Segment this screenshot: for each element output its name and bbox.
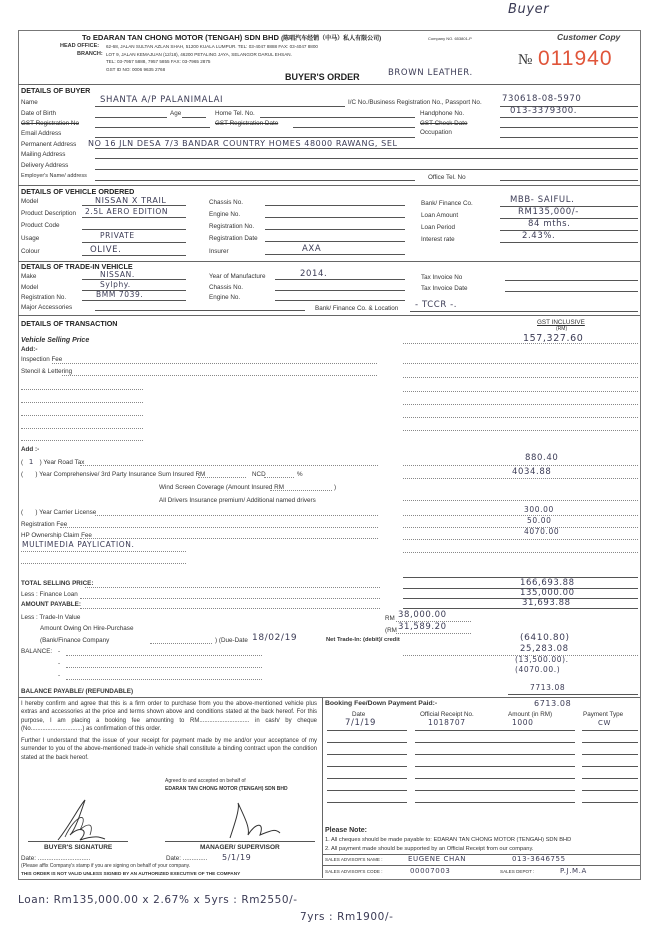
reg-date-label: Registration Date <box>209 235 258 242</box>
insurance-label: ) Year Comprehensive/ 3rd Party Insurance <box>35 471 157 478</box>
hp-fee-value[interactable]: 4070.00 <box>524 527 560 536</box>
booking-row-line <box>415 790 505 791</box>
bank-label: Bank/ Finance Co. <box>421 200 473 207</box>
road-tax-row: ( 1 ) Year Road Tax <box>21 458 85 466</box>
model-label: Model <box>21 198 39 205</box>
manager-signature-label: MANAGER/ SUPERVISOR <box>200 844 280 851</box>
tradein-value[interactable]: 38,000.00 <box>398 610 447 620</box>
insurer-value[interactable]: AXA <box>302 244 322 254</box>
gst-reg-label: GST Registration No <box>21 120 79 127</box>
balance-deduction-2[interactable]: (4070.00.) <box>515 665 561 674</box>
bottom-divider <box>322 697 323 878</box>
branch-label: BRANCH: <box>77 51 103 57</box>
insurer-label: Insurer <box>209 248 229 255</box>
delivery-label: Delivery Address <box>21 162 69 169</box>
perm-address-value[interactable]: NO 16 JLN DESA 7/3 BANDAR COUNTRY HOMES 48000 RAWANG, SEL <box>88 138 398 148</box>
email-label: Email Address <box>21 130 62 137</box>
booking-row-line <box>582 790 638 791</box>
tradein-bank-label: Bank/ Finance Co. & Location <box>315 305 399 312</box>
balance-dash-2: - <box>58 660 61 667</box>
tradein-bank-value[interactable]: - TCCR -. <box>415 300 458 310</box>
stencil-label: Stencil & Lettering <box>21 368 73 375</box>
tradein-reg-value[interactable]: BMM 7039. <box>96 290 144 299</box>
balance-label: BALANCE: <box>21 648 53 655</box>
tax-invoice-label: Tax Invoice No <box>421 274 463 281</box>
multimedia-item[interactable]: MULTIMEDIA PAYLICATION. <box>22 540 135 549</box>
col-payment-type: Payment Type <box>583 711 624 718</box>
tradein-rm: RM <box>385 615 395 622</box>
handphone-label: Handphone No. <box>420 110 465 117</box>
desc-value[interactable]: 2.5L AERO EDITION <box>85 207 169 216</box>
order-number: 011940 <box>538 47 613 70</box>
ic-value[interactable]: 730618-08-5970 <box>502 94 582 104</box>
gst-date-label: GST Registration Date <box>215 120 279 127</box>
inspection-label: Inspection Fee <box>21 356 63 363</box>
order-no-label: № <box>518 52 533 68</box>
total-label: TOTAL SELLING PRICE: <box>21 580 94 587</box>
age-label: Age <box>170 110 182 117</box>
amount-payable-label: AMOUNT PAYABLE: <box>21 601 81 608</box>
tradein-chassis-label: Chassis No. <box>209 284 243 291</box>
booking-row-line <box>500 766 575 767</box>
colour-value[interactable]: OLIVE. <box>90 245 122 255</box>
title-note: BROWN LEATHER. <box>388 68 473 78</box>
tax-invoice-date-label: Tax Invoice Date <box>421 285 468 292</box>
agreement-para-2: Further I understand that the issue of your receipt for payment made by me and/or your acceptance of my surrender to you of the above-mentioned trade-in vehicle shall constitute a binding contract upon the condition stated at the back hereof. <box>21 738 317 761</box>
ncd-label: NCD <box>252 471 266 478</box>
home-tel-label: Home Tel. No. <box>215 110 255 117</box>
ncd-pct: % <box>297 471 303 478</box>
gst-id: GST ID NO: 0006 9635 2768 <box>106 67 166 72</box>
manager-date-label: Date: .............. <box>166 855 208 862</box>
vehicle-section-title: DETAILS OF VEHICLE ORDERED <box>21 187 135 196</box>
advisor-phone[interactable]: 013-3646755 <box>512 855 566 863</box>
carrier-row: ( ) Year Carrier License <box>21 509 97 516</box>
chassis-label: Chassis No. <box>209 199 243 206</box>
col-date: Date <box>352 711 366 718</box>
name-value[interactable]: SHANTA A/P PALANIMALAI <box>100 95 224 105</box>
owing-value[interactable]: 31,589.20 <box>398 622 447 632</box>
windscreen-close-paren: ) <box>334 484 337 491</box>
finance-loan-label: Less : Finance Loan <box>21 591 78 598</box>
amount-payable-value[interactable]: 31,693.88 <box>522 598 571 608</box>
booking-amount[interactable]: 1000 <box>512 718 534 727</box>
branch-tel: TEL: 03-7957 5888, 7957 5855 FAX: 03-7965 2875 <box>106 59 211 64</box>
booking-row-line <box>415 802 505 803</box>
reg-no-label: Registration No. <box>209 223 255 230</box>
booking-row-line <box>582 754 638 755</box>
col-amount: Amount (in RM) <box>508 711 553 718</box>
buyer-date-label: Date: .............................. <box>21 855 91 862</box>
advisor-code-label: SALES ADVISOR'S CODE : <box>325 869 383 874</box>
loan-calc-line-1: Loan: Rm135,000.00 x 2.67% x 5yrs : Rm2550/- <box>18 894 298 906</box>
head-office-label: HEAD OFFICE: <box>60 43 100 49</box>
due-date-label: ) (Due-Date <box>215 637 248 644</box>
branch: LOT 9, JALAN KEMAJUAN (12/18), 46200 PETALING JAYA, SELANGOR DARUL EHSAN. <box>106 51 292 57</box>
hp-bank-label: (Bank/Finance Company <box>40 637 110 644</box>
advisor-name[interactable]: EUGENE CHAN <box>408 855 467 863</box>
buyer-signature-label: BUYER'S SIGNATURE <box>44 844 113 851</box>
gst-inclusive-label: GST INCLUSIVE <box>537 319 585 326</box>
owing-rm: (RM <box>385 627 397 634</box>
company-chinese: (陈唱汽车经销（中马）私人有限公司) <box>281 36 382 42</box>
loan-amount-label: Loan Amount <box>421 212 459 219</box>
booking-date[interactable]: 7/1/19 <box>345 718 376 728</box>
depot-label: SALES DEPOT : <box>500 869 535 874</box>
head-office: 62-68, JALAN SULTAN AZLAN SHAH, 51200 KUALA LUMPUR. TEL: 03-4047 8888 FAX: 03-4047 8800 <box>106 43 318 49</box>
please-note-label: Please Note: <box>325 827 368 834</box>
road-tax-years[interactable]: 1 <box>28 458 34 466</box>
page-title: BUYER'S ORDER <box>285 72 360 82</box>
make-value[interactable]: NISSAN. <box>100 270 135 279</box>
booking-row-line <box>582 766 638 767</box>
model-value[interactable]: NISSAN X TRAIL <box>95 196 167 205</box>
booking-row-line <box>500 778 575 779</box>
agreed-label: Agreed to and accepted on behalf of <box>165 778 246 784</box>
booking-row-line <box>500 742 575 743</box>
booking-row-line <box>327 742 407 743</box>
usage-value[interactable]: PRIVATE <box>100 231 135 240</box>
manager-signature <box>220 793 290 840</box>
colour-label: Colour <box>21 248 40 255</box>
transaction-section-title: DETAILS OF TRANSACTION <box>21 319 118 328</box>
balance-deduction-1[interactable]: (13,500.00). <box>515 655 569 664</box>
loan-period-label: Loan Period <box>421 224 455 231</box>
agreement-para-1: I hereby confirm and agree that this is a firm order to purchase from you the above-mentioned vehicle plus extras and accessories at the price and terms shown above and conditions stated at the back hereof. For this purpose, I am placing a booking fee amounting to RM.............................. in cash/ by cheque (No...............................) as confirmation of this order. <box>21 701 317 732</box>
booking-row-line <box>415 730 505 731</box>
net-tradein-value[interactable]: (6410.80) <box>520 633 570 643</box>
company-name <box>82 33 381 42</box>
bank-value[interactable]: MBB- SAIFUL. <box>510 195 575 205</box>
engine-label: Engine No. <box>209 211 241 218</box>
booking-row-line <box>415 778 505 779</box>
loan-calc-line-2: 7yrs : Rm1900/- <box>300 911 394 923</box>
handphone-value[interactable]: 013-3379300. <box>510 106 578 116</box>
employer-label: Employer's Name/ address <box>21 173 87 179</box>
code-label: Product Code <box>21 222 60 229</box>
copy-label: Customer Copy <box>557 32 621 42</box>
booking-row-line <box>415 754 505 755</box>
booking-row-line <box>582 730 638 731</box>
loan-period-value[interactable]: 84 mths. <box>528 219 571 229</box>
perm-address-label: Permanent Address <box>21 141 77 148</box>
booking-title: Booking Fee/Down Payment Paid:- <box>325 700 438 707</box>
booking-note-amount[interactable]: 6713.08 <box>534 699 572 708</box>
buyer-section-title: DETAILS OF BUYER <box>21 86 91 95</box>
validity-note: THIS ORDER IS NOT VALID UNLESS SIGNED BY AN AUTHORIZED EXECUTIVE OF THE COMPANY <box>21 871 241 876</box>
booking-row-line <box>415 742 505 743</box>
make-label: Make <box>21 273 37 280</box>
dob-label: Date of Birth <box>21 110 56 117</box>
loan-amount-value[interactable]: RM135,000/- <box>518 207 579 217</box>
booking-row-line <box>582 802 638 803</box>
booking-payment-type[interactable]: CW <box>598 719 612 727</box>
usage-label: Usage <box>21 235 40 242</box>
mailing-label: Mailing Address <box>21 151 66 158</box>
hp-fee-label: HP Ownership Claim Fee <box>21 532 92 539</box>
gst-check-label: GST Check Date <box>420 120 468 127</box>
agreement-text <box>21 700 317 766</box>
advisor-name-label: SALES ADVISOR'S NAME : <box>325 857 383 862</box>
tradein-reg-label: Registration No. <box>21 294 67 301</box>
tradein-value-label: Less : Trade-In Value <box>21 614 81 621</box>
carrier-label: ) Year Carrier License <box>35 509 97 516</box>
buyer-signature <box>50 795 120 845</box>
road-tax-label: ) Year Road Tax <box>39 459 85 466</box>
name-label: Name <box>21 99 38 106</box>
booking-row-line <box>582 742 638 743</box>
depot-value[interactable]: P.J.M.A <box>560 867 587 875</box>
agreed-company: EDARAN TAN CHONG MOTOR (TENGAH) SDN BHD <box>165 786 288 792</box>
stamp-note: (Please affix Company's stamp if you are signing on behalf of your company. <box>21 863 191 869</box>
windscreen-label: Wind Screen Coverage (Amount Insured RM <box>159 484 284 491</box>
balance-payable-value[interactable]: 7713.08 <box>530 683 566 692</box>
interest-label: Interest rate <box>421 236 455 243</box>
booking-row-line <box>415 766 505 767</box>
company-no: Company NO. 653801-P <box>428 36 472 41</box>
reg-fee-value[interactable]: 50.00 <box>527 516 552 525</box>
booking-row-line <box>327 766 407 767</box>
accessories-label: Major Accessories <box>21 304 73 311</box>
balance-dash-1: - <box>58 648 61 655</box>
add-label-2: Add :- <box>21 446 40 453</box>
add-label-1: Add:- <box>21 346 38 353</box>
total-value[interactable]: 166,693.88 <box>520 578 575 588</box>
sum-insured-label: Sum Insured RM <box>158 471 206 478</box>
tradein-section-title: DETAILS OF TRADE-IN VEHICLE <box>21 262 133 271</box>
balance-value[interactable]: 25,283.08 <box>520 644 569 654</box>
buyer-annotation: Buyer <box>508 2 550 17</box>
booking-row-line <box>500 802 575 803</box>
rm-unit: (RM) <box>556 326 568 332</box>
insurance-row: ( ) Year Comprehensive/ 3rd Party Insurance <box>21 471 157 478</box>
col-receipt: Official Receipt No. <box>420 711 474 718</box>
balance-dash-3: - <box>58 672 61 679</box>
net-tradein-label: Net Trade-In: (debit)/ credit <box>326 637 400 643</box>
due-date-value[interactable]: 18/02/19 <box>252 633 298 643</box>
owing-label: Amount Owing On Hire-Purchase <box>40 625 134 632</box>
finance-loan-value[interactable]: 135,000.00 <box>520 588 575 598</box>
booking-row-line <box>500 754 575 755</box>
tradein-engine-label: Engine No. <box>209 294 241 301</box>
note-1: 1. All cheques should be made payable to: EDARAN TAN CHONG MOTOR (TENGAH) SDN BHD <box>325 837 572 843</box>
tradein-model-label: Model <box>21 284 39 291</box>
office-tel-label: Office Tel. No <box>428 174 466 181</box>
booking-row-line <box>327 730 407 731</box>
balance-payable-label: BALANCE PAYABLE/ (REFUNDABLE) <box>21 688 134 695</box>
insurance-value[interactable]: 4034.88 <box>512 467 552 477</box>
year-value[interactable]: 2014. <box>300 269 328 279</box>
booking-row-line <box>582 778 638 779</box>
booking-row-line <box>500 730 575 731</box>
desc-label: Product Description <box>21 210 76 217</box>
manager-date-value[interactable]: 5/1/19 <box>222 853 252 862</box>
interest-value[interactable]: 2.43%. <box>522 231 556 241</box>
company-name-text: To EDARAN TAN CHONG MOTOR (TENGAH) SDN BHD <box>82 33 280 42</box>
year-label: Year of Manufacture <box>209 273 266 280</box>
road-tax-value[interactable]: 880.40 <box>525 453 559 463</box>
selling-price-label: Vehicle Selling Price <box>21 337 90 344</box>
occupation-label: Occupation <box>420 129 452 136</box>
advisor-code[interactable]: 00007003 <box>410 867 451 875</box>
booking-row-line <box>327 802 407 803</box>
booking-row-line <box>327 790 407 791</box>
booking-row-line <box>500 790 575 791</box>
selling-price-value[interactable]: 157,327.60 <box>523 333 584 344</box>
booking-row-line <box>327 754 407 755</box>
tradein-model-value[interactable]: Sylphy. <box>100 280 131 289</box>
ic-label: I/C No./Business Registration No., Passport No. <box>348 99 482 106</box>
all-drivers-label: All Drivers Insurance premium/ Additional named drivers <box>159 497 316 504</box>
booking-receipt[interactable]: 1018707 <box>428 718 466 727</box>
note-2: 2. All payment made should be supported by an Official Receipt from our company. <box>325 846 534 852</box>
reg-fee-label: Registration Fee <box>21 521 68 528</box>
carrier-value[interactable]: 300.00 <box>524 505 554 514</box>
booking-row-line <box>327 778 407 779</box>
